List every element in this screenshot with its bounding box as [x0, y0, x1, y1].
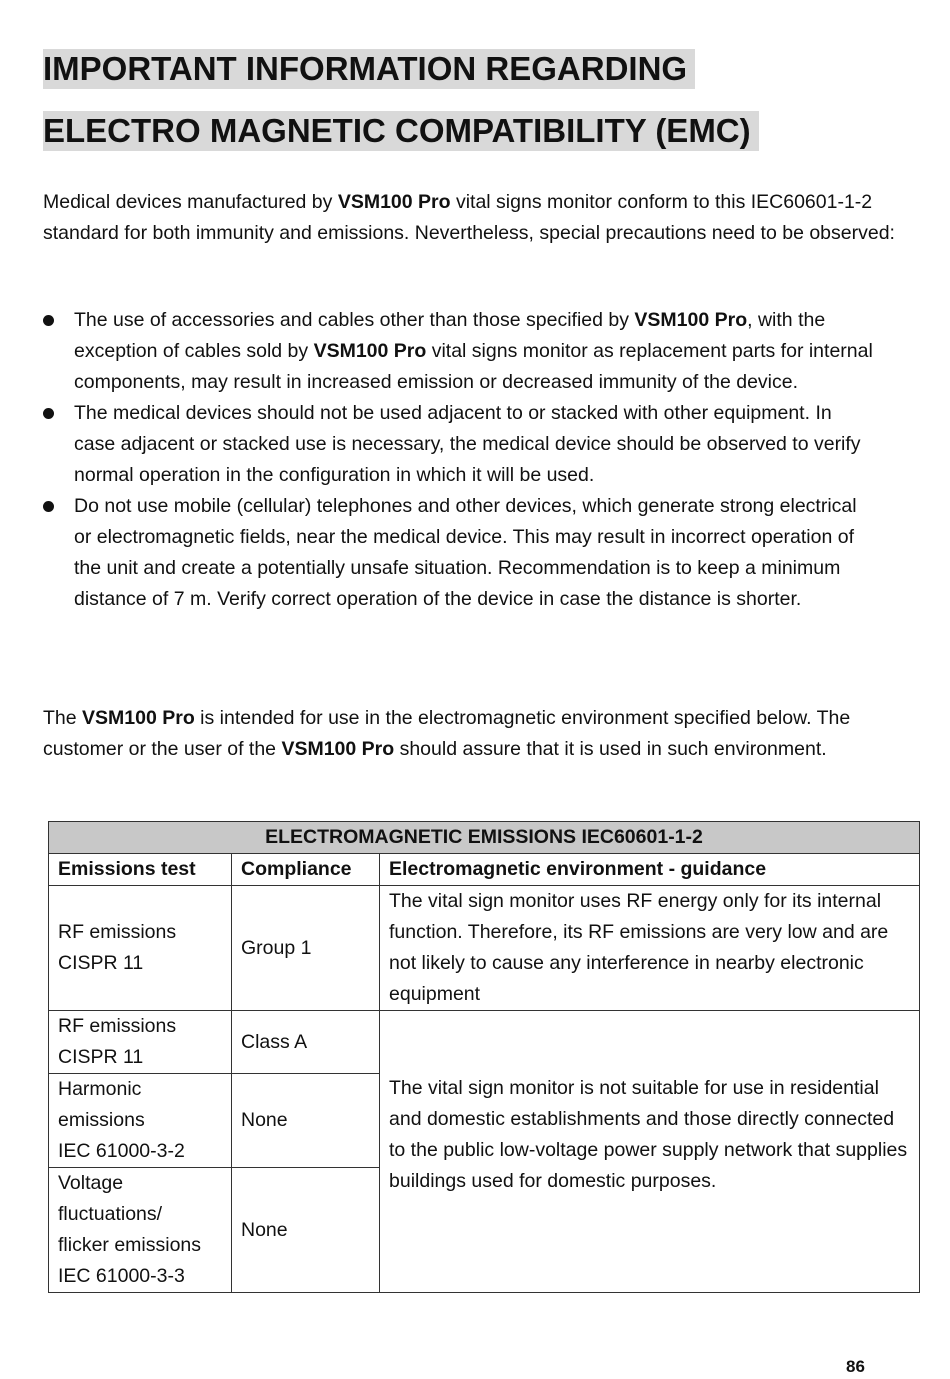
test-name-cont: fluctuations/: [58, 1203, 163, 1225]
table-title: ELECTROMAGNETIC EMISSIONS IEC60601-1-2: [49, 822, 920, 854]
intro-product-name: VSM100 Pro: [337, 191, 451, 213]
page-number: 86: [846, 1357, 865, 1376]
test-name: Voltage: [58, 1172, 124, 1194]
precautions-list: [43, 305, 873, 615]
bullet-dot-icon: [43, 501, 54, 512]
closing-paragraph: [43, 703, 903, 765]
closing-product-name-1: VSM100 Pro: [82, 707, 195, 729]
table-header-row: [49, 854, 920, 886]
bullet-2-text: The medical devices should not be used adjacent to or stacked with other equipment. In case adjacent or stacked use is necessary, the medical device should be observed to verify normal operation in the configuration in which it will be used.: [74, 402, 861, 486]
emissions-test-cell: [49, 1168, 232, 1293]
test-name: RF emissions: [58, 1015, 177, 1037]
header-compliance: Compliance: [232, 854, 380, 886]
compliance-cell: None: [232, 1074, 380, 1168]
closing-text-2: is intended for use in the electromagnetic environment specified below. The customer or the user of the: [43, 707, 851, 760]
test-name-cont: flicker emissions: [58, 1234, 202, 1256]
intro-text-b: vital signs monitor conform to this IEC60601-1-2 standard for both immunity and emissions. Nevertheless, special precautions need to be observed:: [43, 191, 895, 244]
closing-text-1: The: [43, 707, 83, 729]
test-standard: CISPR 11: [58, 1046, 144, 1068]
guidance-cell: The vital sign monitor is not suitable for use in residential and domestic establishments and those directly connected to the public low-voltage power supply network that supplies buildings used for domestic purposes.: [380, 1011, 920, 1293]
compliance-cell: Group 1: [232, 886, 380, 1011]
emissions-table: [48, 821, 920, 1293]
intro-text-a: Medical devices manufactured by: [43, 191, 338, 213]
closing-text-3: should assure that it is used in such environment.: [394, 738, 827, 760]
emissions-test-cell: [49, 1011, 232, 1074]
emissions-test-cell: [49, 886, 232, 1011]
guidance-cell: The vital sign monitor uses RF energy only for its internal function. Therefore, its RF emissions are very low and are not likely to cause any interference in nearby electronic equipment: [380, 886, 920, 1011]
bullet-1-text-1: The use of accessories and cables other than those specified by: [74, 309, 635, 331]
test-standard: IEC 61000-3-2: [58, 1140, 185, 1162]
list-item: [43, 491, 873, 615]
intro-paragraph: [43, 187, 903, 249]
compliance-cell: Class A: [232, 1011, 380, 1074]
test-name: Harmonic: [58, 1078, 142, 1100]
compliance-cell: None: [232, 1168, 380, 1293]
bullet-dot-icon: [43, 315, 54, 326]
page-title-line-2: ELECTRO MAGNETIC COMPATIBILITY (EMC): [43, 111, 759, 151]
test-name-cont: emissions: [58, 1109, 145, 1131]
bullet-1-text-2: , with the exception of cables sold by: [74, 309, 826, 362]
closing-product-name-2: VSM100 Pro: [281, 738, 395, 760]
table-row: [49, 1011, 920, 1074]
bullet-3-text: Do not use mobile (cellular) telephones and other devices, which generate strong electrical or electromagnetic fields, near the medical device. This may result in incorrect operation of the unit and create a potentially unsafe situation. Recommendation is to keep a minimum distance of 7 m. Verify correct operation of the device in case the distance is shorter.: [74, 495, 857, 610]
test-standard: CISPR 11: [58, 952, 144, 974]
bullet-dot-icon: [43, 408, 54, 419]
list-item: [43, 305, 873, 398]
bullet-1-text-3: vital signs monitor as replacement parts for internal components, may result in increased emission or decreased immunity of the device.: [74, 340, 873, 393]
header-emissions-test: Emissions test: [49, 854, 232, 886]
list-item: [43, 398, 873, 491]
emissions-test-cell: [49, 1074, 232, 1168]
header-guidance: Electromagnetic environment - guidance: [380, 854, 920, 886]
table-title-row: [49, 822, 920, 854]
table-row: [49, 886, 920, 1011]
page-title-line-1: IMPORTANT INFORMATION REGARDING: [43, 49, 695, 89]
bullet-1-product-name-1: VSM100 Pro: [634, 309, 748, 331]
test-name: RF emissions: [58, 921, 177, 943]
bullet-1-product-name-2: VSM100 Pro: [313, 340, 427, 362]
test-standard: IEC 61000-3-3: [58, 1265, 185, 1287]
